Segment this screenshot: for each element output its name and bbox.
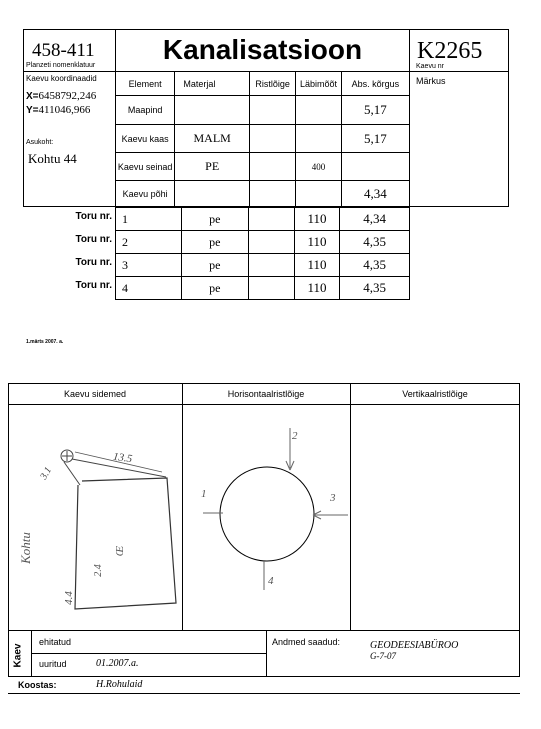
x-value: 6458792,246 [38, 90, 97, 102]
pipe-3-mark: 3 [330, 492, 336, 504]
well-side-label: Kaev [12, 643, 24, 668]
y-coordinate [26, 104, 90, 116]
hand-side3: 4.4 [62, 591, 75, 605]
col-diameter: Läbimõõt [296, 72, 341, 96]
date-note: 1.märts 2007. a. [26, 339, 64, 345]
hand-side2: 2.4 [92, 564, 104, 577]
table-row: Maapind 5,17 [116, 96, 410, 125]
table-row: 3 pe 110 4,35 [116, 254, 410, 277]
well-number: K2265 [417, 38, 483, 64]
table-row: Kaevu põhi 4,34 [116, 181, 410, 208]
pipe-label: Toru nr. [75, 211, 112, 222]
pipes-table [115, 207, 410, 300]
sketch-col-vertical: Vertikaalristlõige [402, 389, 468, 399]
well-number-label: Kaevu nr [416, 63, 445, 70]
y-label: Y= [26, 105, 39, 116]
col-material: Materjal [175, 72, 250, 96]
table-row: Kaevu kaas MALM 5,17 [116, 125, 410, 153]
x-coordinate [26, 90, 96, 102]
pipe-label: Toru nr. [75, 257, 112, 268]
y-value: 411046,966 [38, 104, 91, 116]
footer-frame [8, 631, 520, 677]
compiled-value: H.Rohulaid [96, 679, 143, 690]
table-row: 4 pe 110 4,35 [116, 277, 410, 300]
planzet-label: Planzeti nomenklatuur [26, 62, 96, 69]
pipe-label: Toru nr. [75, 280, 112, 291]
pipe-4-mark: 4 [268, 575, 274, 587]
pipe-label: Toru nr. [75, 234, 112, 245]
pipe-1-mark: 1 [201, 488, 207, 500]
location-value: Kohtu 44 [28, 151, 77, 166]
elements-table [115, 71, 410, 208]
notes-label: Märkus [416, 76, 446, 86]
table-row: 2 pe 110 4,35 [116, 231, 410, 254]
coordinates-label: Kaevu koordinaadid [26, 74, 97, 83]
col-cross: Ristlõige [250, 72, 296, 96]
table-row: 1 pe 110 4,34 [116, 208, 410, 231]
pipe-2-mark: 2 [292, 430, 298, 442]
horizontal-section-sketch [183, 405, 350, 631]
data-from-code: G-7-07 [370, 651, 396, 661]
built-label: ehitatud [39, 637, 72, 647]
page-title: Kanalisatsioon [162, 34, 363, 65]
measured-value: 01.2007.a. [96, 658, 139, 669]
hand-distance: 13.5 [112, 450, 133, 466]
measured-label: uuritud [39, 659, 67, 669]
hand-street: Kohtu [17, 532, 33, 564]
x-label: X= [26, 91, 39, 102]
sketch-col-horizontal: Horisontaalristlõige [227, 389, 305, 399]
location-label: Asukoht: [26, 139, 54, 146]
col-height: Abs. kõrgus [341, 72, 409, 96]
hand-mark: Œ [114, 545, 127, 557]
well-links-sketch [8, 405, 182, 631]
sketch-col-links: Kaevu sidemed [63, 389, 127, 399]
table-row: Kaevu seinad PE 400 [116, 153, 410, 181]
data-from-value: GEODEESIABÜROO [370, 640, 459, 651]
hand-side1: 3.1 [38, 465, 55, 482]
col-element: Element [116, 72, 175, 96]
compiled-label: Koostas: [18, 680, 57, 690]
planzet-number: 458-411 [32, 40, 95, 61]
data-from-label: Andmed saadud: [272, 637, 341, 647]
